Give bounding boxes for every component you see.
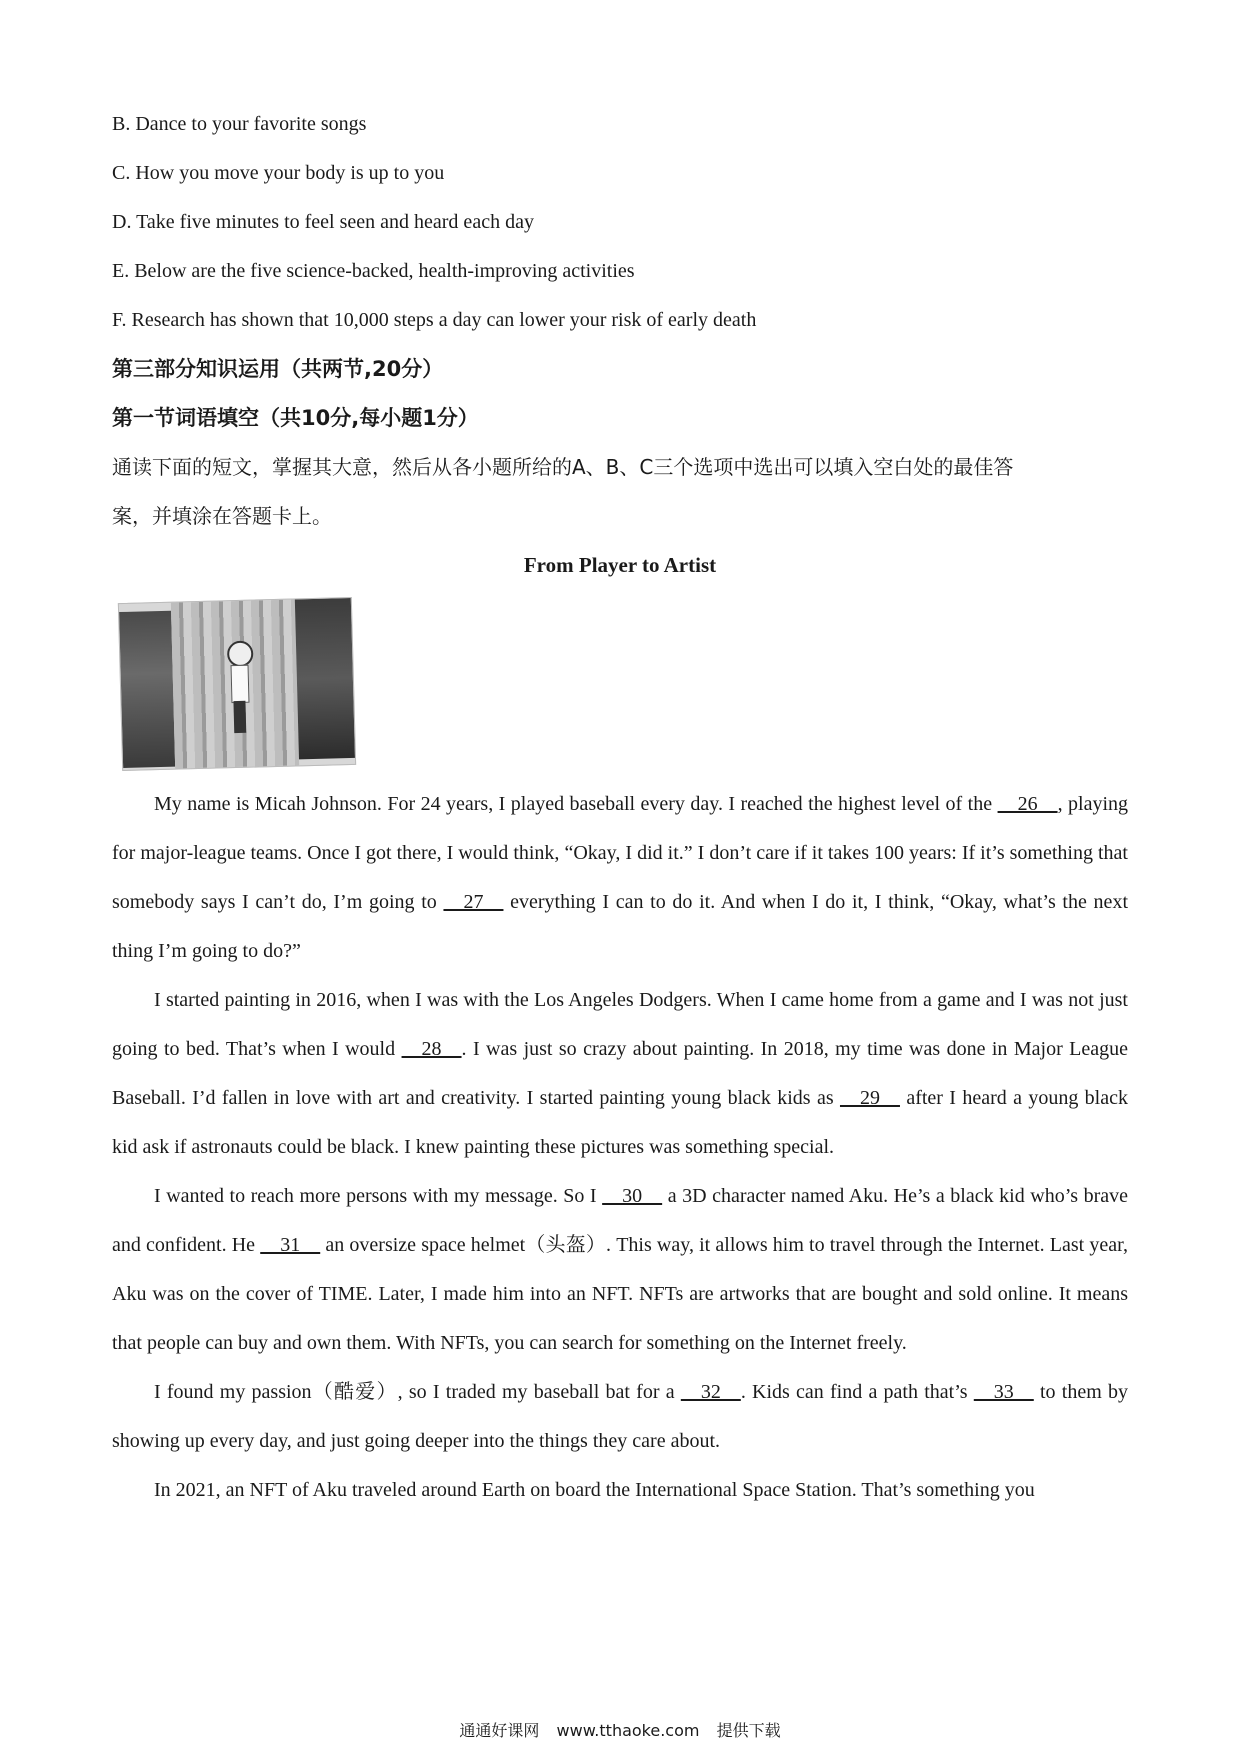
section-heading: 第三部分知识运用（共两节,20分） (112, 357, 444, 381)
option-d: D. Take five minutes to feel seen and heard each day (112, 211, 534, 233)
blank-27: 27 (443, 891, 504, 913)
p5-text-1: In 2021, an NFT of Aku traveled around Earth on board the International Space Station. That’s something you (154, 1479, 1035, 1501)
blank-31: 31 (260, 1234, 321, 1256)
paragraph-1 (112, 780, 1128, 976)
p2-text-2: . I was just so crazy about painting. In 2018, my time was done in Major League Baseball. I’d fallen in love with art and creativity. I started painting young black kids as (112, 1038, 1128, 1109)
helmet-shape (227, 641, 254, 668)
p3-text-3: an oversize space helmet（头盔）. This way, it allows him to travel through the Internet. Last year, Aku was on the cover of TIME. Later, I made him into an NFT. NFTs are artworks that are bought and sold online. It means that people can buy and own them. With NFTs, you can search for something on the Internet freely. (112, 1234, 1128, 1354)
subsection-heading: 第一节词语填空（共10分,每小题1分） (112, 406, 479, 430)
footer-site-name: 通通好课网 (459, 1721, 540, 1740)
p3-text-1: I wanted to reach more persons with my message. So I (154, 1185, 603, 1207)
p1-text-3: everything I can to do it. And when I do it, I think, “Okay, what’s the next thing I’m going to do?” (112, 891, 1128, 962)
instruction-line-1: 通读下面的短文，掌握其大意，然后从各小题所给的A、B、C三个选项中选出可以填入空白处的最佳答 (112, 455, 1014, 479)
p1-text-1: My name is Micah Johnson. For 24 years, I played baseball every day. I reached the highest level of the (154, 793, 998, 815)
photo-astronaut-figure (225, 641, 253, 734)
p1-text-2: , playing for major-league teams. Once I got there, I would think, “Okay, I did it.” I don’t care if it takes 100 years: If it’s something that somebody says I can’t do, I’m going to (112, 793, 1129, 913)
blank-26: 26 (997, 793, 1058, 815)
p2-text-1: I started painting in 2016, when I was with the Los Angeles Dodgers. When I came home from a game and I was not just going to bed. That’s when I would (112, 989, 1128, 1060)
paragraph-3 (112, 1172, 1128, 1368)
option-c: C. How you move your body is up to you (112, 162, 445, 184)
paragraph-4 (112, 1368, 1128, 1466)
p4-text-3: to them by showing up every day, and just going deeper into the things they care about. (112, 1381, 1128, 1452)
option-e: E. Below are the five science-backed, health-improving activities (112, 260, 635, 282)
paragraph-5 (112, 1466, 1128, 1515)
footer-suffix: 提供下载 (716, 1721, 781, 1740)
p4-text-2: . Kids can find a path that’s (740, 1381, 974, 1403)
photo-right-panel (295, 598, 355, 759)
page-content (112, 100, 1128, 590)
article-body (112, 780, 1128, 1515)
figure-legs (233, 701, 246, 733)
photo-left-panel (119, 611, 175, 768)
figure-body (231, 665, 250, 703)
option-b: B. Dance to your favorite songs (112, 113, 367, 135)
page-footer (0, 1718, 1240, 1741)
p2-text-3: after I heard a young black kid ask if astronauts could be black. I knew painting these pictures was something special. (112, 1087, 1128, 1158)
paragraph-2 (112, 976, 1128, 1172)
p4-text-1: I found my passion（酷爱）, so I traded my baseball bat for a (154, 1381, 681, 1403)
article-title: From Player to Artist (523, 553, 717, 577)
blank-29: 29 (839, 1087, 900, 1109)
footer-url[interactable]: www.tthaoke.com (556, 1721, 700, 1740)
instruction-line-2: 案，并填涂在答题卡上。 (112, 504, 332, 528)
blank-28: 28 (401, 1038, 462, 1060)
blank-30: 30 (602, 1185, 663, 1207)
blank-33: 33 (973, 1381, 1034, 1403)
article-photo (118, 597, 356, 771)
option-f: F. Research has shown that 10,000 steps a day can lower your risk of early death (112, 309, 757, 331)
blank-32: 32 (680, 1381, 741, 1403)
p3-text-2: a 3D character named Aku. He’s a black kid who’s brave and confident. He (112, 1185, 1128, 1256)
